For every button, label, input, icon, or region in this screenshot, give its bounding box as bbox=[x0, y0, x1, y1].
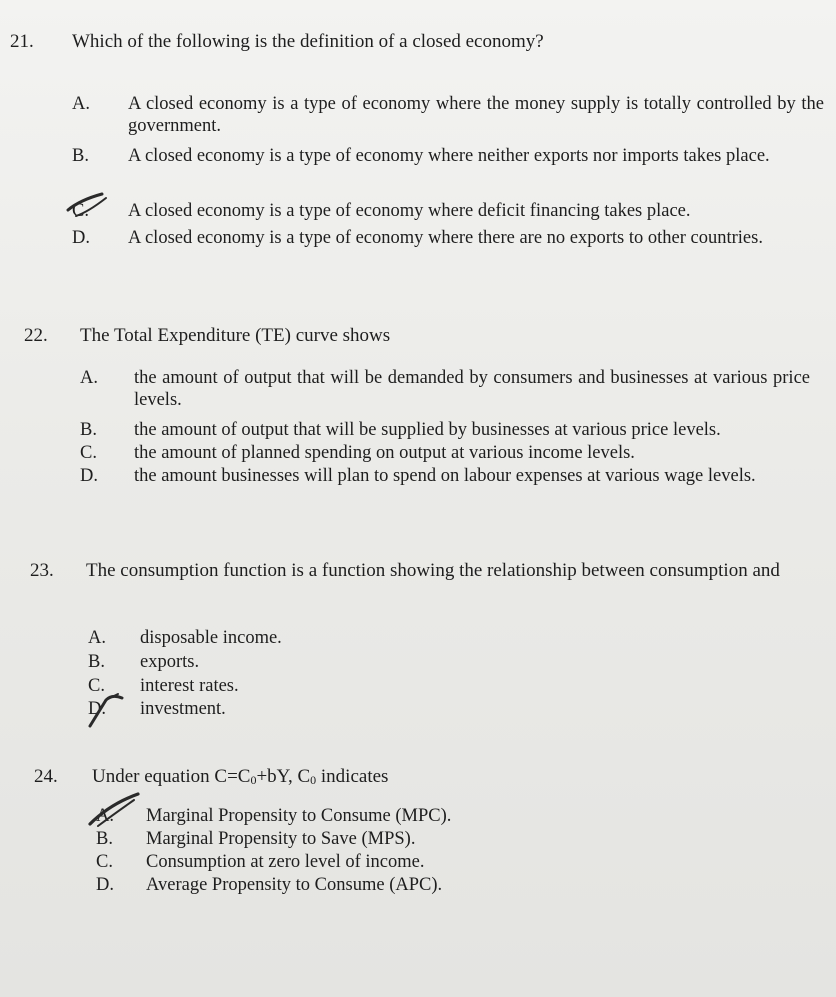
option-letter: B. bbox=[96, 829, 113, 849]
option-text: interest rates. bbox=[140, 676, 239, 696]
option-text: Marginal Propensity to Consume (MPC). bbox=[146, 806, 452, 826]
question-number: 23. bbox=[30, 560, 54, 581]
question-stem bbox=[92, 766, 692, 791]
option-text: the amount of planned spending on output at various income levels. bbox=[134, 443, 635, 463]
equation-prefix: Under equation C=C bbox=[92, 766, 251, 787]
answer-check-mark-icon bbox=[82, 690, 132, 732]
question-number: 21. bbox=[10, 31, 34, 52]
option-text: A closed economy is a type of economy where neither exports nor imports takes place. bbox=[128, 146, 770, 166]
option-text: investment. bbox=[140, 699, 226, 719]
option-letter: C. bbox=[72, 201, 89, 221]
option-text: Average Propensity to Consume (APC). bbox=[146, 875, 443, 895]
option-text: exports. bbox=[140, 652, 200, 672]
option-text: A closed economy is a type of economy where deficit financing takes place. bbox=[128, 201, 691, 221]
equation-subscript: 0 bbox=[310, 773, 317, 787]
option-letter: C. bbox=[96, 852, 113, 872]
option-letter: C. bbox=[88, 676, 105, 696]
option-text: the amount of output that will be demanded by consumers and businesses at various price levels. bbox=[134, 368, 810, 410]
option-text: Consumption at zero level of income. bbox=[146, 852, 425, 872]
option-letter: A. bbox=[96, 806, 114, 826]
option-text: Marginal Propensity to Save (MPS). bbox=[146, 829, 416, 849]
option-letter: A. bbox=[72, 94, 90, 114]
option-text: the amount businesses will plan to spend on labour expenses at various wage levels. bbox=[134, 466, 756, 486]
option-text: the amount of output that will be supplied by businesses at various price levels. bbox=[134, 420, 721, 440]
option-text: A closed economy is a type of economy where there are no exports to other countries. bbox=[128, 228, 763, 248]
equation-subscript: 0 bbox=[250, 773, 257, 787]
answer-check-mark-icon bbox=[62, 190, 110, 220]
option-letter: B. bbox=[80, 420, 97, 440]
question-stem: Which of the following is the definition of a closed economy? bbox=[72, 31, 544, 52]
option-letter: C. bbox=[80, 443, 97, 463]
question-number: 22. bbox=[24, 325, 48, 346]
option-letter: D. bbox=[72, 228, 90, 248]
option-letter: B. bbox=[72, 146, 89, 166]
question-stem: The Total Expenditure (TE) curve shows bbox=[80, 325, 391, 346]
question-stem: The consumption function is a function showing the relationship between consumption and bbox=[86, 560, 780, 581]
option-text: A closed economy is a type of economy where the money supply is totally controlled by the government. bbox=[128, 94, 824, 136]
equation-middle: +bY, C bbox=[256, 766, 311, 787]
option-letter: D. bbox=[88, 699, 106, 719]
option-letter: A. bbox=[88, 628, 106, 648]
option-letter: D. bbox=[80, 466, 98, 486]
equation-suffix: indicates bbox=[316, 766, 389, 787]
question-number: 24. bbox=[34, 766, 58, 787]
answer-check-mark-icon bbox=[84, 790, 144, 830]
option-letter: D. bbox=[96, 875, 114, 895]
option-letter: B. bbox=[88, 652, 105, 672]
option-text: disposable income. bbox=[140, 628, 282, 648]
option-letter: A. bbox=[80, 368, 98, 388]
